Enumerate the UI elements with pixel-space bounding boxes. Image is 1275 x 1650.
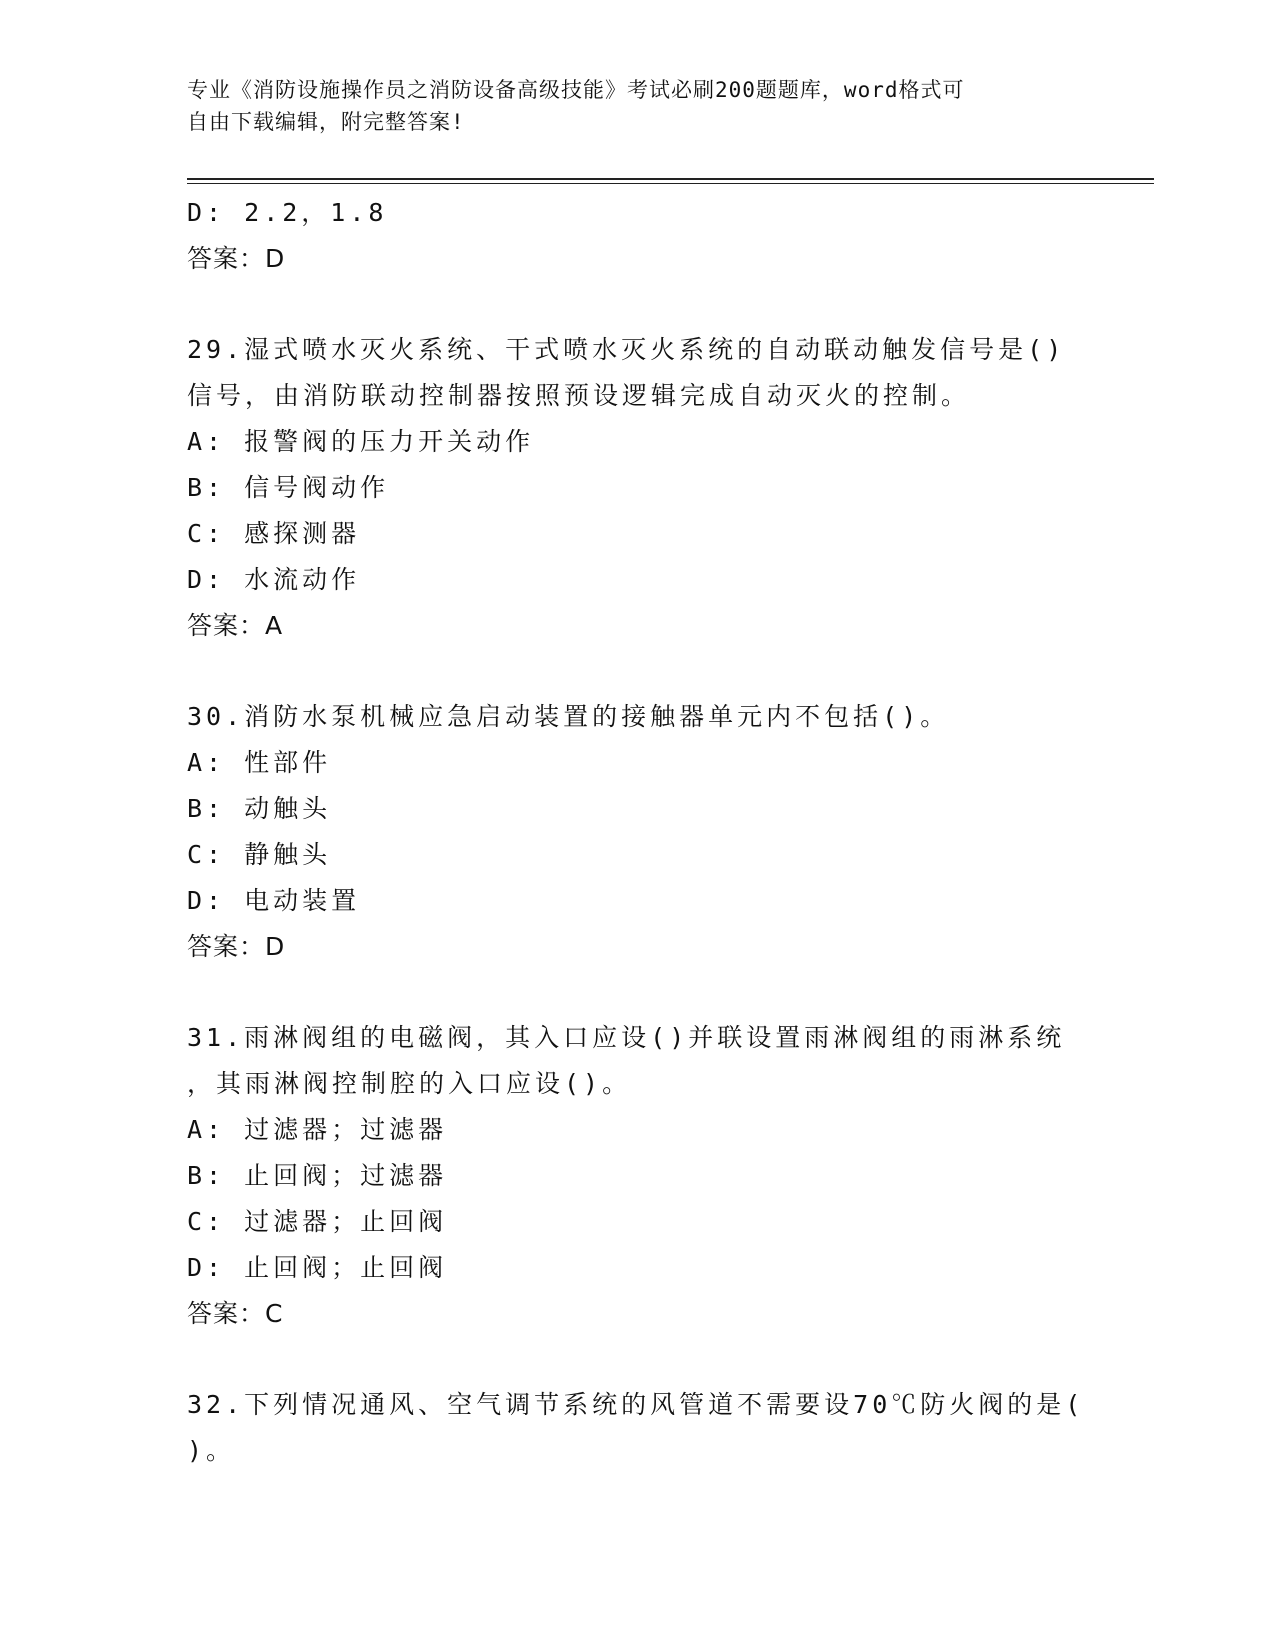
option-a: A: 过滤器；过滤器 xyxy=(187,1115,448,1144)
question-text-cont: 信号，由消防联动控制器按照预设逻辑完成自动灭火的控制。 xyxy=(187,381,971,410)
option-d: D: 2.2，1.8 xyxy=(187,198,388,227)
option-d: D: 电动装置 xyxy=(187,886,361,915)
option-c: C: 静触头 xyxy=(187,840,332,869)
question-30 xyxy=(187,694,1087,970)
option-a: A: 报警阀的压力开关动作 xyxy=(187,427,535,456)
question-text: 30.消防水泵机械应急启动装置的接触器单元内不包括()。 xyxy=(187,702,950,731)
answer-label: 答案：C xyxy=(187,1299,284,1328)
option-b: B: 动触头 xyxy=(187,794,332,823)
option-d: D: 水流动作 xyxy=(187,565,361,594)
header-rule-thin xyxy=(187,183,1154,184)
question-text-cont: )。 xyxy=(187,1436,236,1465)
question-text-cont: ，其雨淋阀控制腔的入口应设()。 xyxy=(187,1069,632,1098)
option-c: C: 感探测器 xyxy=(187,519,361,548)
option-b: B: 止回阀；过滤器 xyxy=(187,1161,448,1190)
document-header xyxy=(187,74,1087,138)
question-list xyxy=(187,190,1087,1474)
answer-label: 答案：D xyxy=(187,932,286,961)
header-line-2: 自由下载编辑，附完整答案! xyxy=(187,110,465,134)
answer-label: 答案：D xyxy=(187,244,286,273)
header-line-1: 专业《消防设施操作员之消防设备高级技能》考试必刷200题题库，word格式可 xyxy=(187,78,965,102)
question-29 xyxy=(187,327,1087,649)
previous-question-tail xyxy=(187,190,1087,282)
question-text: 31.雨淋阀组的电磁阀，其入口应设()并联设置雨淋阀组的雨淋系统 xyxy=(187,1023,1066,1052)
option-b: B: 信号阀动作 xyxy=(187,473,390,502)
option-a: A: 性部件 xyxy=(187,748,332,777)
option-c: C: 过滤器；止回阀 xyxy=(187,1207,448,1236)
answer-label: 答案：A xyxy=(187,611,284,640)
question-text: 29.湿式喷水灭火系统、干式喷水灭火系统的自动联动触发信号是() xyxy=(187,335,1066,364)
header-rule-thick xyxy=(187,178,1154,180)
question-text: 32.下列情况通风、空气调节系统的风管道不需要设70℃防火阀的是( xyxy=(187,1390,1085,1419)
question-31 xyxy=(187,1015,1087,1337)
question-32 xyxy=(187,1382,1087,1474)
option-d: D: 止回阀；止回阀 xyxy=(187,1253,448,1282)
